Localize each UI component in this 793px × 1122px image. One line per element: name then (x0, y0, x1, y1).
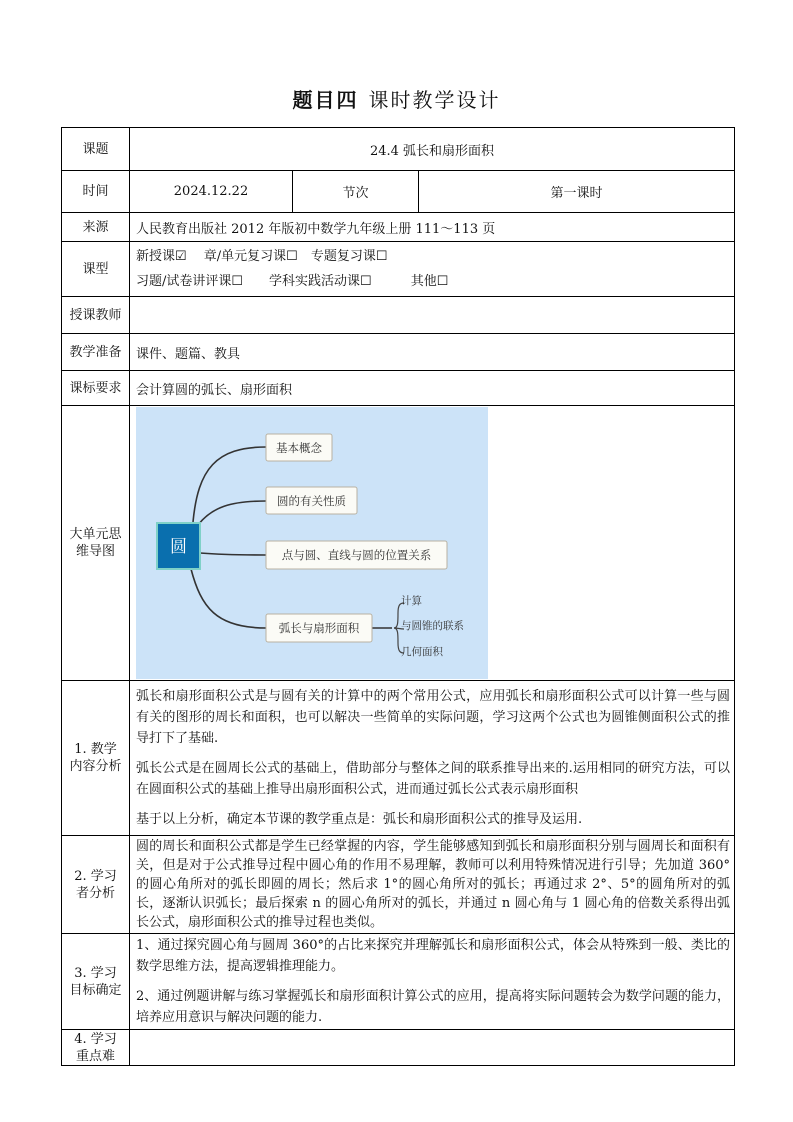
row-source (62, 213, 735, 242)
label-content: 1. 教学内容分析 (62, 681, 130, 836)
label-learner: 2. 学习者分析 (62, 836, 130, 934)
branch-label-arc: 弧长与扇形面积 (278, 621, 360, 635)
lesson-plan-table (61, 127, 735, 1066)
content-p2: 弧长公式是在圆周长公式的基础上，借助部分与整体之间的联系推导出来的.运用相同的研究方法，可以在圆面积公式的基础上推导出扇形面积公式，进而通过弧长公式表示扇形面积 (136, 761, 731, 797)
sub-label-cone: 与圆锥的联系 (401, 620, 464, 632)
label-type: 课型 (62, 242, 130, 297)
goals-p2: 2、通过例题讲解与练习掌握弧长和扇形面积计算公式的应用，提高将实际问题转会为数学问题的能力，培养应用意识与解决问题的能力. (136, 989, 731, 1025)
label-topic: 课题 (62, 128, 130, 171)
mindmap-cell (130, 406, 735, 681)
label-goals: 3. 学习目标确定 (62, 934, 130, 1030)
value-type (130, 242, 735, 297)
row-content (62, 681, 735, 836)
value-date: 2024.12.22 (130, 171, 293, 213)
branch-label-properties: 圆的有关性质 (277, 494, 346, 508)
label-standard: 课标要求 (62, 371, 130, 406)
content-p3: 基于以上分析，确定本节课的教学重点是：弧长和扇形面积公式的推导及运用. (136, 812, 583, 827)
value-prep: 课件、题篇、教具 (130, 334, 735, 371)
row-keypoints (62, 1030, 735, 1066)
type-line-1: 新授课☑ 章/单元复习课☐ 专题复习课☐ (136, 249, 388, 264)
row-goals (62, 934, 735, 1030)
branch-label-basic: 基本概念 (276, 441, 322, 455)
content-p1: 弧长和扇形面积公式是与圆有关的计算中的两个常用公式，应用弧长和扇形面积公式可以计算一些与圆有关的图形的周长和面积，也可以解决一些简单的实际问题，学习这两个公式也为圆锥侧面积公式的推导打下了基础. (136, 689, 731, 746)
sub-label-calc: 计算 (401, 595, 422, 607)
value-source: 人民教育出版社 2012 年版初中数学九年级上册 111～113 页 (130, 213, 735, 242)
mindmap-diagram (136, 407, 488, 679)
value-period: 第一课时 (419, 171, 735, 213)
row-mindmap (62, 406, 735, 681)
row-type (62, 242, 735, 297)
value-standard: 会计算圆的弧长、扇形面积 (130, 371, 735, 406)
label-teacher: 授课教师 (62, 297, 130, 334)
value-content (130, 681, 735, 836)
type-line-2: 习题/试卷讲评课☐ 学科实践活动课☐ 其他☐ (136, 274, 449, 289)
row-prep (62, 334, 735, 371)
title-main: 题目四 (292, 88, 359, 112)
label-time: 时间 (62, 171, 130, 213)
row-teacher (62, 297, 735, 334)
label-mindmap: 大单元思维导图 (62, 406, 130, 681)
mindmap-center-label: 圆 (170, 537, 187, 557)
sub-label-area: 几何面积 (401, 646, 443, 658)
label-keypoints: 4. 学习重点难 (62, 1030, 130, 1066)
label-source: 来源 (62, 213, 130, 242)
learner-p1: 圆的周长和面积公式都是学生已经掌握的内容，学生能够感知到弧长和扇形面积分别与圆周长和面积有关，但是对于公式推导过程中圆心角的作用不易理解，教师可以利用特殊情况进行引导；先加道 360°的圆心角所对的弧长即圆的周长；然后求 1°的圆心角所对的弧长；再通过求 2°、5°的圆角所对的弧长，逐渐认识弧长；最后探索 n 的圆心角所对的弧长，并通过 n 圆心角与 1 圆心角的倍数关系得出弧长公式，扇形面积公式的推导过程也类似。 (136, 839, 731, 930)
row-standard (62, 371, 735, 406)
label-prep: 教学准备 (62, 334, 130, 371)
row-time (62, 171, 735, 213)
goals-p1: 1、通过探究圆心角与圆周 360°的占比来探究并理解弧长和扇形面积公式，体会从特殊到一般、类比的数学思维方法，提高逻辑推理能力。 (136, 938, 731, 974)
row-learner (62, 836, 735, 934)
page-title (0, 84, 793, 113)
label-period: 节次 (293, 171, 419, 213)
value-topic: 24.4 弧长和扇形面积 (130, 128, 735, 171)
value-learner (130, 836, 735, 934)
branch-label-position: 点与圆、直线与圆的位置关系 (281, 548, 432, 562)
value-teacher (130, 297, 735, 334)
value-goals (130, 934, 735, 1030)
value-keypoints (130, 1030, 735, 1066)
title-sub: 课时教学设计 (368, 88, 501, 112)
row-topic (62, 128, 735, 171)
